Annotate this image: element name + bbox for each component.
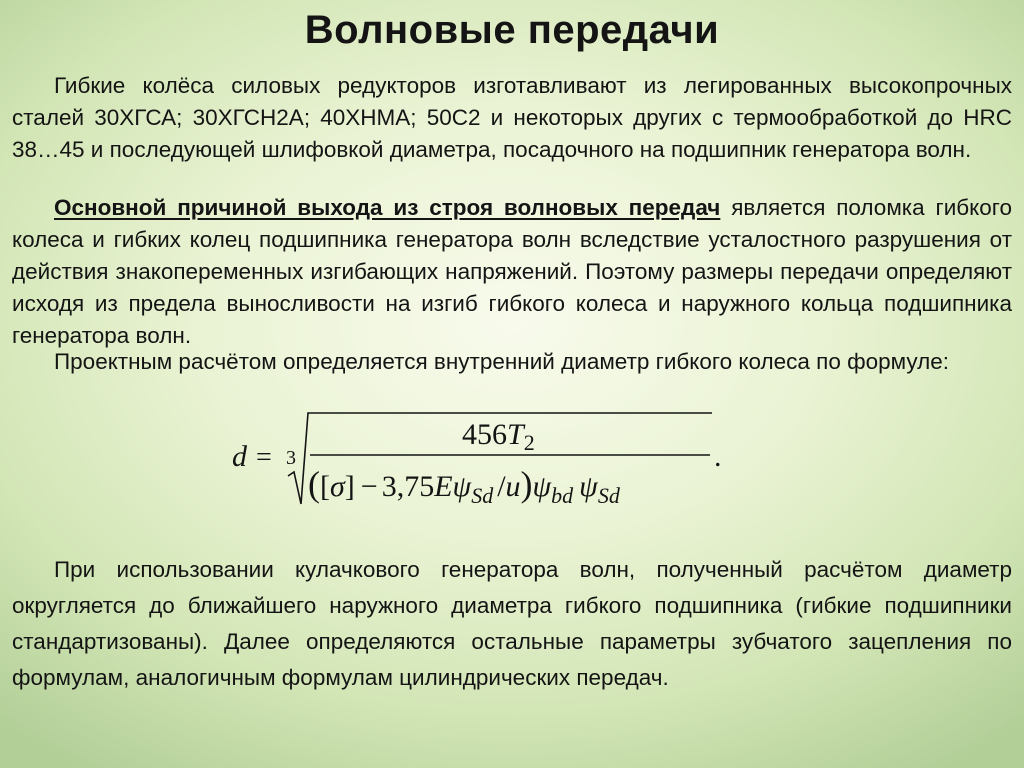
formula-root-index: 3 <box>286 447 296 469</box>
formula-denominator: ($[\sigma] - 3,75E\psi_{Sd}$ $/u)\psi_{bd}$ $\psi_{Sd}$ <box>308 464 620 508</box>
emphasis-failure-cause: Основной причиной выхода из строя волновых передач <box>54 195 721 220</box>
paragraph-design-calc-text: Проектным расчётом определяется внутренний диаметр гибкого колеса по формуле: <box>54 349 950 374</box>
paragraph-materials <box>12 70 1012 166</box>
formula-numerator: $456T_2$ <box>462 418 535 455</box>
paragraph-failure-cause-text: является поломка гибкого колеса и гибких колец подшипника генератора волн вследствие усталостного разрушения от действия знакопеременных изгибающих напряжений. Поэтому размеры передачи определяют исходя из предела выносливости на изгиб гибкого колеса и наружного кольца подшипника генератора волн. <box>12 195 1012 348</box>
diameter-formula <box>200 400 760 520</box>
paragraph-design-calc <box>12 346 1012 378</box>
formula-lhs-d: d <box>232 440 247 473</box>
paragraph-failure-cause <box>12 192 1012 352</box>
paragraph-cam-generator-text: При использовании кулачкового генератора волн, полученный расчётом диаметр округляется до ближайшего наружного диаметра гибкого подшипника (гибкие подшипники стандартизованы). Далее определяются остальные параметры зубчатого зацепления по формулам, аналогичным формулам цилиндрических передач. <box>12 557 1012 690</box>
page-title: Волновые передачи <box>304 8 720 52</box>
formula-period: . <box>714 440 722 473</box>
formula-equals: = <box>256 442 272 473</box>
paragraph-materials-text: Гибкие колёса силовых редукторов изготавливают из легированных высокопрочных сталей 30ХГСА; 30ХГСН2А; 40ХНМА; 50С2 и некоторых других с термообработкой до HRC 38…45 и последующей шлифовкой диаметра, посадочного на подшипник генератора волн. <box>12 73 1012 162</box>
paragraph-cam-generator <box>12 552 1012 696</box>
